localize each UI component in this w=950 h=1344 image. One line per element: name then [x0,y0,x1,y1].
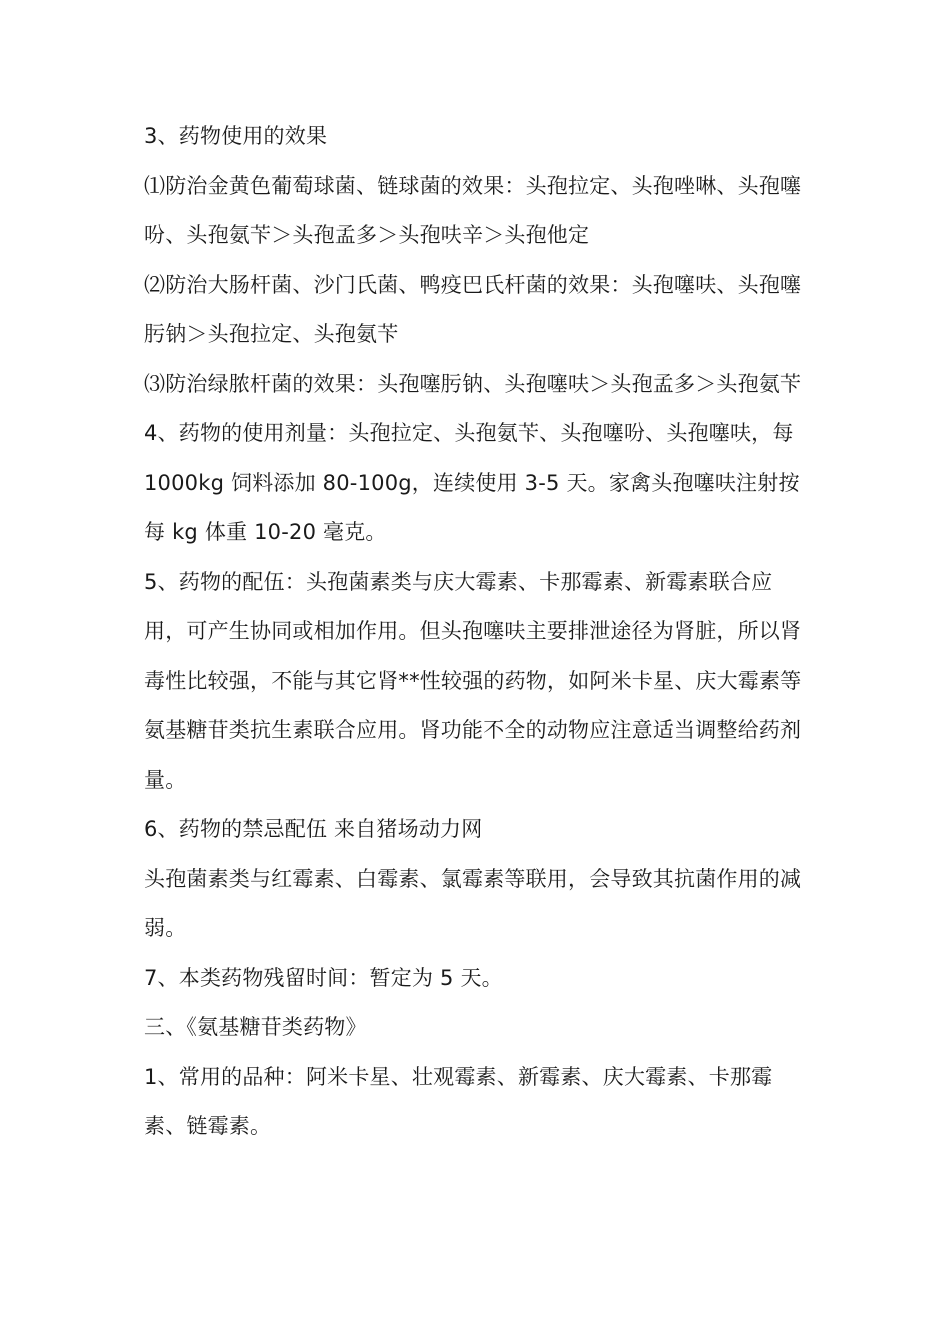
section-heading-aminoglycosides: 三、《氨基糖苷类药物》 [144,1015,367,1039]
document-page [144,112,810,1152]
section-heading-effects: 3、药物使用的效果 [144,124,328,148]
paragraph-common-varieties: 1、常用的品种：阿米卡星、壮观霉素、新霉素、庆大霉素、卡那霉素、链霉素。 [144,1064,773,1138]
paragraph-pseudomonas-effect: ⑶防治绿脓杆菌的效果：头孢噻肟钠、头孢噻呋＞头孢孟多＞头孢氨苄 [144,371,802,396]
paragraph-compatibility: 5、药物的配伍：头孢菌素类与庆大霉素、卡那霉素、新霉素联合应用，可产生协同或相加作用。但头孢噻呋主要排泄途径为肾脏，所以肾毒性比较强，不能与其它肾**性较强的药物，如阿米卡星、庆大霉素等氨基糖苷类抗生素联合应用。肾功能不全的动物应注意适当调整给药剂量。 [144,569,802,792]
paragraph-dosage: 4、药物的使用剂量：头孢拉定、头孢氨苄、头孢噻吩、头孢噻呋，每 1000kg 饲料添加 80-100g，连续使用 3-5 天。家禽头孢噻呋注射按每 kg 体重 10-20 毫克。 [144,421,800,544]
paragraph-contraindications: 头孢菌素类与红霉素、白霉素、氯霉素等联用，会导致其抗菌作用的减弱。 [144,866,802,940]
paragraph-staph-strep-effect: ⑴防治金黄色葡萄球菌、链球菌的效果：头孢拉定、头孢唑啉、头孢噻吩、头孢氨苄＞头孢孟多＞头孢呋辛＞头孢他定 [144,173,802,247]
section-heading-contraindications: 6、药物的禁忌配伍 来自猪场动力网 [144,817,483,841]
paragraph-residue-time: 7、本类药物残留时间：暂定为 5 天。 [144,965,503,990]
paragraph-ecoli-salmonella-effect: ⑵防治大肠杆菌、沙门氏菌、鸭疫巴氏杆菌的效果：头孢噻呋、头孢噻肟钠＞头孢拉定、头孢氨苄 [144,272,802,346]
